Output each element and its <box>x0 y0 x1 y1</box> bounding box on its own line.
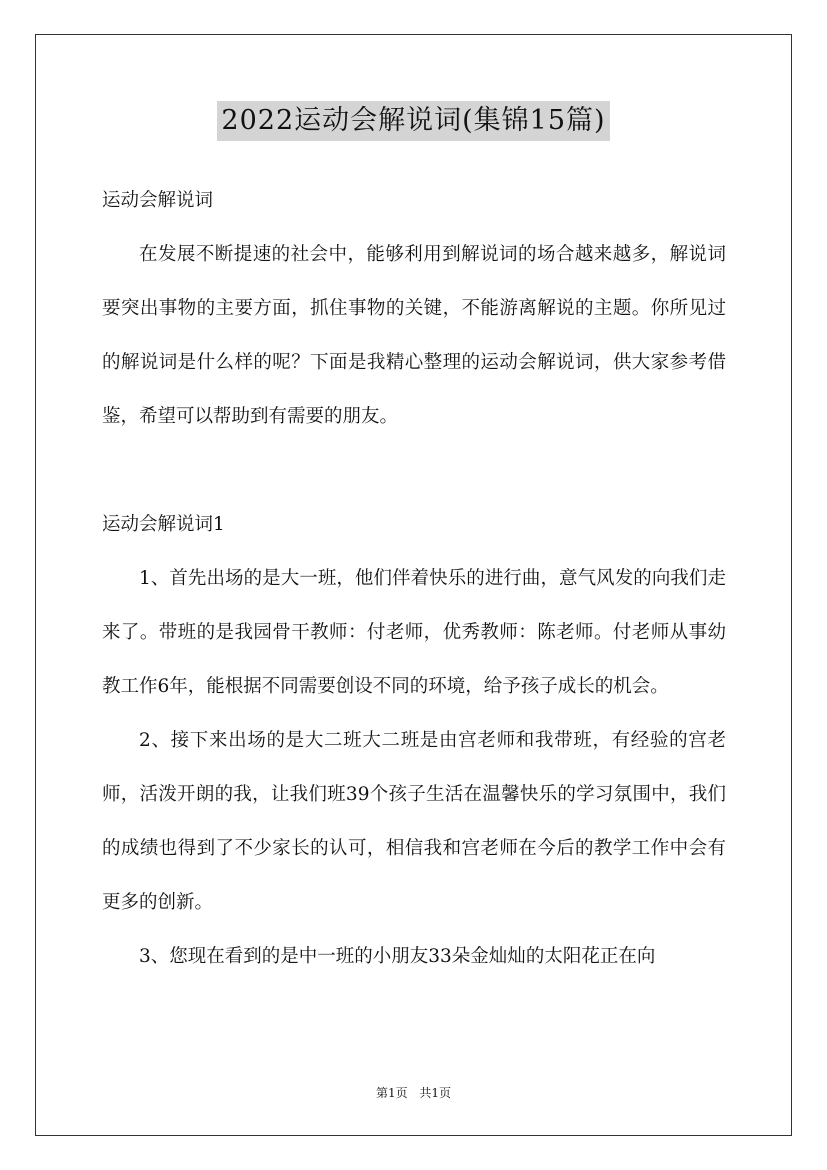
section-paragraph-3: 3、您现在看到的是中一班的小朋友33朵金灿灿的太阳花正在向 <box>139 946 656 967</box>
intro-paragraph: 在发展不断提速的社会中，能够利用到解说词的场合越来越多，解说词要突出事物的主要方面，抓住事物的关键，不能游离解说的主题。你所见过的解说词是什么样的呢？下面是我精心整理的运动会解说词，供大家参考借鉴，希望可以帮助到有需要的朋友。 <box>102 244 726 427</box>
document-title: 2022运动会解说词(集锦15篇) <box>217 101 609 141</box>
page-number: 第1页 <box>375 1086 408 1100</box>
intro-heading: 运动会解说词 <box>102 190 214 211</box>
title-container <box>0 101 827 141</box>
section-paragraph-1: 1、首先出场的是大一班，他们伴着快乐的进行曲，意气风发的向我们走来了。带班的是我园骨干教师：付老师，优秀教师：陈老师。付老师从事幼教工作6年，能根据不同需要创设不同的环境，给予孩子成长的机会。 <box>102 568 726 697</box>
paragraph-spacer <box>102 444 726 498</box>
section-heading: 运动会解说词1 <box>102 514 225 535</box>
page-total: 共1页 <box>419 1086 452 1100</box>
page-footer <box>0 1085 827 1101</box>
section-paragraph-2: 2、接下来出场的是大二班大二班是由宫老师和我带班，有经验的宫老师，活泼开朗的我，让我们班39个孩子生活在温馨快乐的学习氛围中，我们的成绩也得到了不少家长的认可，相信我和宫老师在今后的教学工作中会有更多的创新。 <box>102 730 726 913</box>
document-body <box>102 174 726 984</box>
